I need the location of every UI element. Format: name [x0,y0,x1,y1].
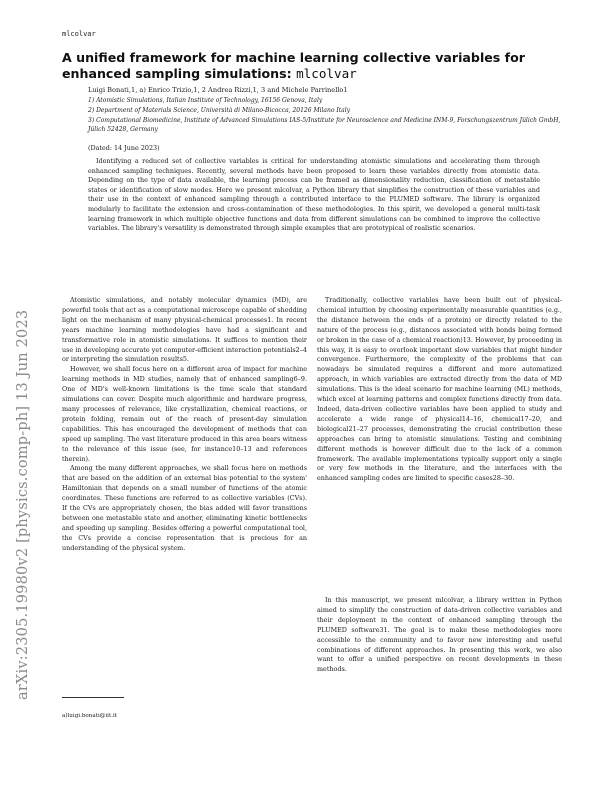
affiliation-2: 2) Department of Materials Science, Università di Milano-Bicocca, 20126 Milano Italy [88,107,351,114]
paragraph: In this manuscript, we present mlcolvar, a library written in Python aimed to simplify the construction of data-driven collective variables and their deployment in the context of enhanced sampling through the PLUMED software31. The goal is to make these methodologies more accessible to the community and to favor new interesting and useful combinations of different approaches. In presenting this work, we also want to offer a unified perspective on recent developments in these methods. [317,596,562,674]
paragraph: However, we shall focus here on a different area of impact for machine learning methods in MD studies, namely that of enhanced sampling6–9. One of MD's well-known limitations is the time scale that standard simulations can cover. Despite much algorithmic and hardware progress, many processes of relevance, like crystallization, chemical reactions, or protein folding, remain out of the reach of present-day simulation capabilities. This has encouraged the development of methods that can speed up sampling. The vast literature produced in this area bears witness to the relevance of this issue (see, for instance10–13 and references therein). [62,365,307,463]
paragraph: Traditionally, collective variables have been built out of physical-chemical intuition by choosing experimentally measurable quantities (e.g., the distance between the ends of a protein) or directly related to the nature of the process (e.g., distances associated with bonds being formed or broken in the case of a chemical reaction)13. However, by proceeding in this way, it is easy to overlook important slow variables that might hinder convergence. Furthermore, the complexity of the problems that can nowadays be simulated requires a different and more automatized approach, in which variables are extracted directly from the data of MD simulations. This is the ideal scenario for machine learning (ML) methods, which excel at learning patterns and complex functions directly from data. Indeed, data-driven collective variables have been applied to study and accelerate a wide range of physical14–16, chemical17–20, and biological21–27 processes, demonstrating the crucial contribution these approaches can bring to atomistic simulations. Testing and combining different methods is however difficult due to the lack of a common framework. The available implementations typically support only a single or very few methods in the literature, and the interfaces with the enhanced sampling codes are limited to specific cases28–30. [317,296,562,483]
right-column-lower [317,596,562,675]
left-column [62,296,307,554]
paragraph: Among the many different approaches, we shall focus here on methods that are based on the addition of an external bias potential to the system' Hamiltonian that depends on a small number of functions of the atomic coordinates. These functions are referred to as collective variables (CVs). If the CVs are appropriately chosen, the bias added will favor transitions between one metastable state and another, eliminating kinetic bottlenecks and speeding up sampling. Besides offering a powerful computational tool, the CVs provide a concise representation that is precious for an understanding of the physical system. [62,464,307,552]
date-line: (Dated: 14 June 2023) [88,144,160,152]
title-main: A unified framework for machine learning collective variables for enhanced sampling simulations: [62,50,526,81]
paragraph: Atomistic simulations, and notably molecular dynamics (MD), are powerful tools that act as a computational microscope capable of shedding light on the mechanism of many physical-chemical processes1. In recent years machine learning methodologies have had a significant and transformative role in atomistic simulations. It suffices to mention their use in developing accurate yet computer-efficient interaction potentials2–4 or interpreting the simulation results5. [62,296,307,364]
abstract: Identifying a reduced set of collective variables is critical for understanding atomistic simulations and accelerating them through enhanced sampling techniques. Recently, several methods have been proposed to learn these variables directly from atomistic data. Depending on the type of data available, the learning process can be framed as dimensionality reduction, classification of metastable states or identification of slow modes. Here we present mlcolvar, a Python library that simplifies the construction of these variables and their use in the context of enhanced sampling through a contributed interface to the PLUMED software. The library is organized modularly to facilitate the extension and cross-contamination of these methodologies. In this spirit, we developed a general multi-task learning framework in which multiple objective functions and data from different simulations can be combined to improve the collective variables. The library's versatility is demonstrated through simple examples that are prototypical of realistic scenarios. [88,157,540,233]
arxiv-identifier: arXiv:2305.19980v2 [physics.comp-ph] 13 Jun 2023 [15,309,31,700]
right-column [317,296,562,484]
footnote-rule [62,697,124,698]
author-list: Luigi Bonati,1, a) Enrico Trizio,1, 2 Andrea Rizzi,1, 3 and Michele Parrinello1 [88,86,348,94]
arxiv-sidebar [12,150,34,700]
running-head: mlcolvar [62,30,96,38]
title-code: mlcolvar [296,66,357,81]
affiliation-1: 1) Atomistic Simulations, Italian Institute of Technology, 16156 Genova, Italy [88,97,323,104]
affiliation-3: 3) Computational Biomedicine, Institute of Advanced Simulations IAS-5/Institute for Neuroscience and Medicine INM-9, Forschungszentrum Jülich GmbH, Jülich 52428, Germany [88,117,561,133]
footnote: a)luigi.bonati@iit.it [62,713,118,719]
paper-title [62,50,562,82]
